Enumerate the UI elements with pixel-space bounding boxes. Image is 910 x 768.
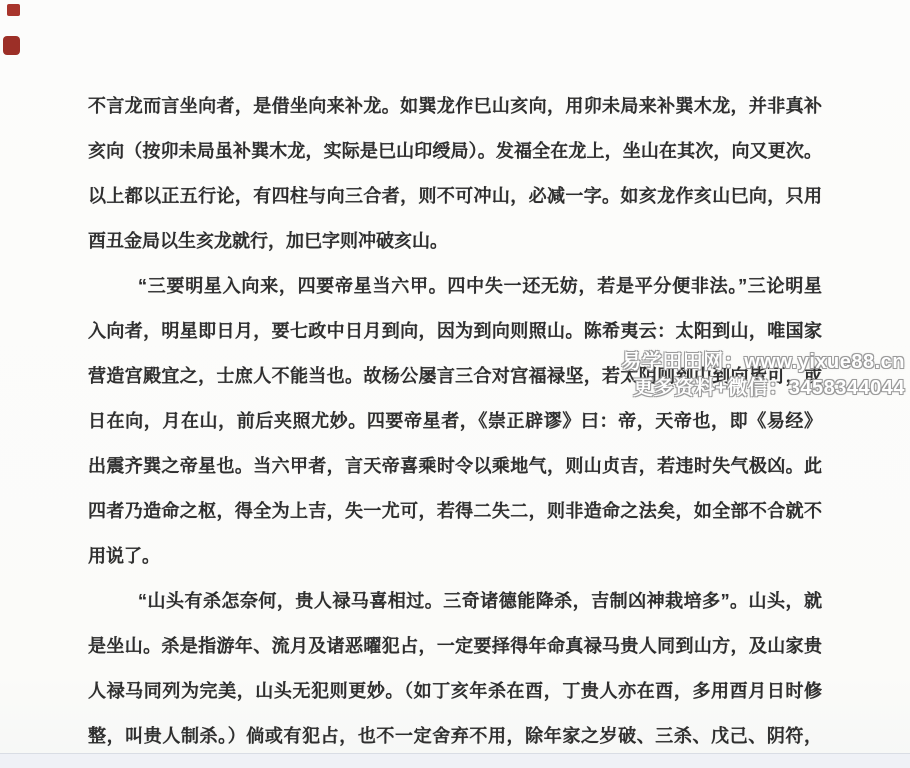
text-line: “三要明星入向来，四要帝星当六甲。四中失一还无妨，若是平分便非法。”三论明星 — [138, 276, 822, 296]
text-line: 营造宫殿宜之，士庶人不能当也。故杨公屡言三合对宫福禄坚，若太阴则到山到向皆可，或 — [88, 366, 822, 386]
text-line: 不言龙而言坐向者，是借坐向来补龙。如巽龙作巳山亥向，用卯未局来补巽木龙，并非真补 — [88, 96, 822, 116]
watermark-line-2: 更多资料+微信：3458344044 — [633, 377, 905, 399]
red-marker-icon — [3, 36, 20, 55]
viewer-bottom-strip — [0, 753, 910, 768]
text-line: 以上都以正五行论，有四柱与向三合者，则不可冲山，必减一字。如亥龙作亥山巳向，只用 — [88, 186, 822, 206]
text-line: 用说了。 — [88, 546, 160, 566]
text-line: 酉丑金局以生亥龙就行，加巳字则冲破亥山。 — [88, 231, 448, 251]
text-line: 人禄马同列为完美，山头无犯则更妙。（如丁亥年杀在酉，丁贵人亦在酉，多用酉月日时修 — [88, 681, 822, 701]
text-line: 亥向（按卯未局虽补巽木龙，实际是巳山印绶局）。发福全在龙上，坐山在其次，向又更次。 — [88, 141, 822, 161]
scanned-text-block — [88, 84, 822, 759]
text-line: 整，叫贵人制杀。）倘或有犯占，也不一定舍弃不用，除年家之岁破、三杀、戊己、阴符， — [88, 726, 822, 746]
text-line: 四者乃造命之枢，得全为上吉，失一尤可，若得二失二，则非造命之法矣，如全部不合就不 — [88, 501, 822, 521]
text-line: “山头有杀怎奈何，贵人禄马喜相过。三奇诸德能降杀，吉制凶神栽培多”。山头，就 — [138, 591, 822, 611]
text-line: 入向者，明星即日月，要七政中日月到向，因为到向则照山。陈希夷云：太阳到山，唯国家 — [88, 321, 822, 341]
text-line: 日在向，月在山，前后夹照尤妙。四要帝星者，《崇正辟谬》曰：帝，天帝也，即《易经》 — [88, 411, 822, 431]
text-line: 是坐山。杀是指游年、流月及诸恶曜犯占，一定要择得年命真禄马贵人同到山方，及山家贵 — [88, 636, 822, 656]
text-line: 出震齐巽之帝星也。当六甲者，言天帝喜乘时令以乘地气，则山贞吉，若违时失气极凶。此 — [88, 456, 822, 476]
red-marker-icon — [7, 4, 20, 16]
watermark-line-1: 易学田田网：www.yixue88.cn — [621, 351, 905, 373]
